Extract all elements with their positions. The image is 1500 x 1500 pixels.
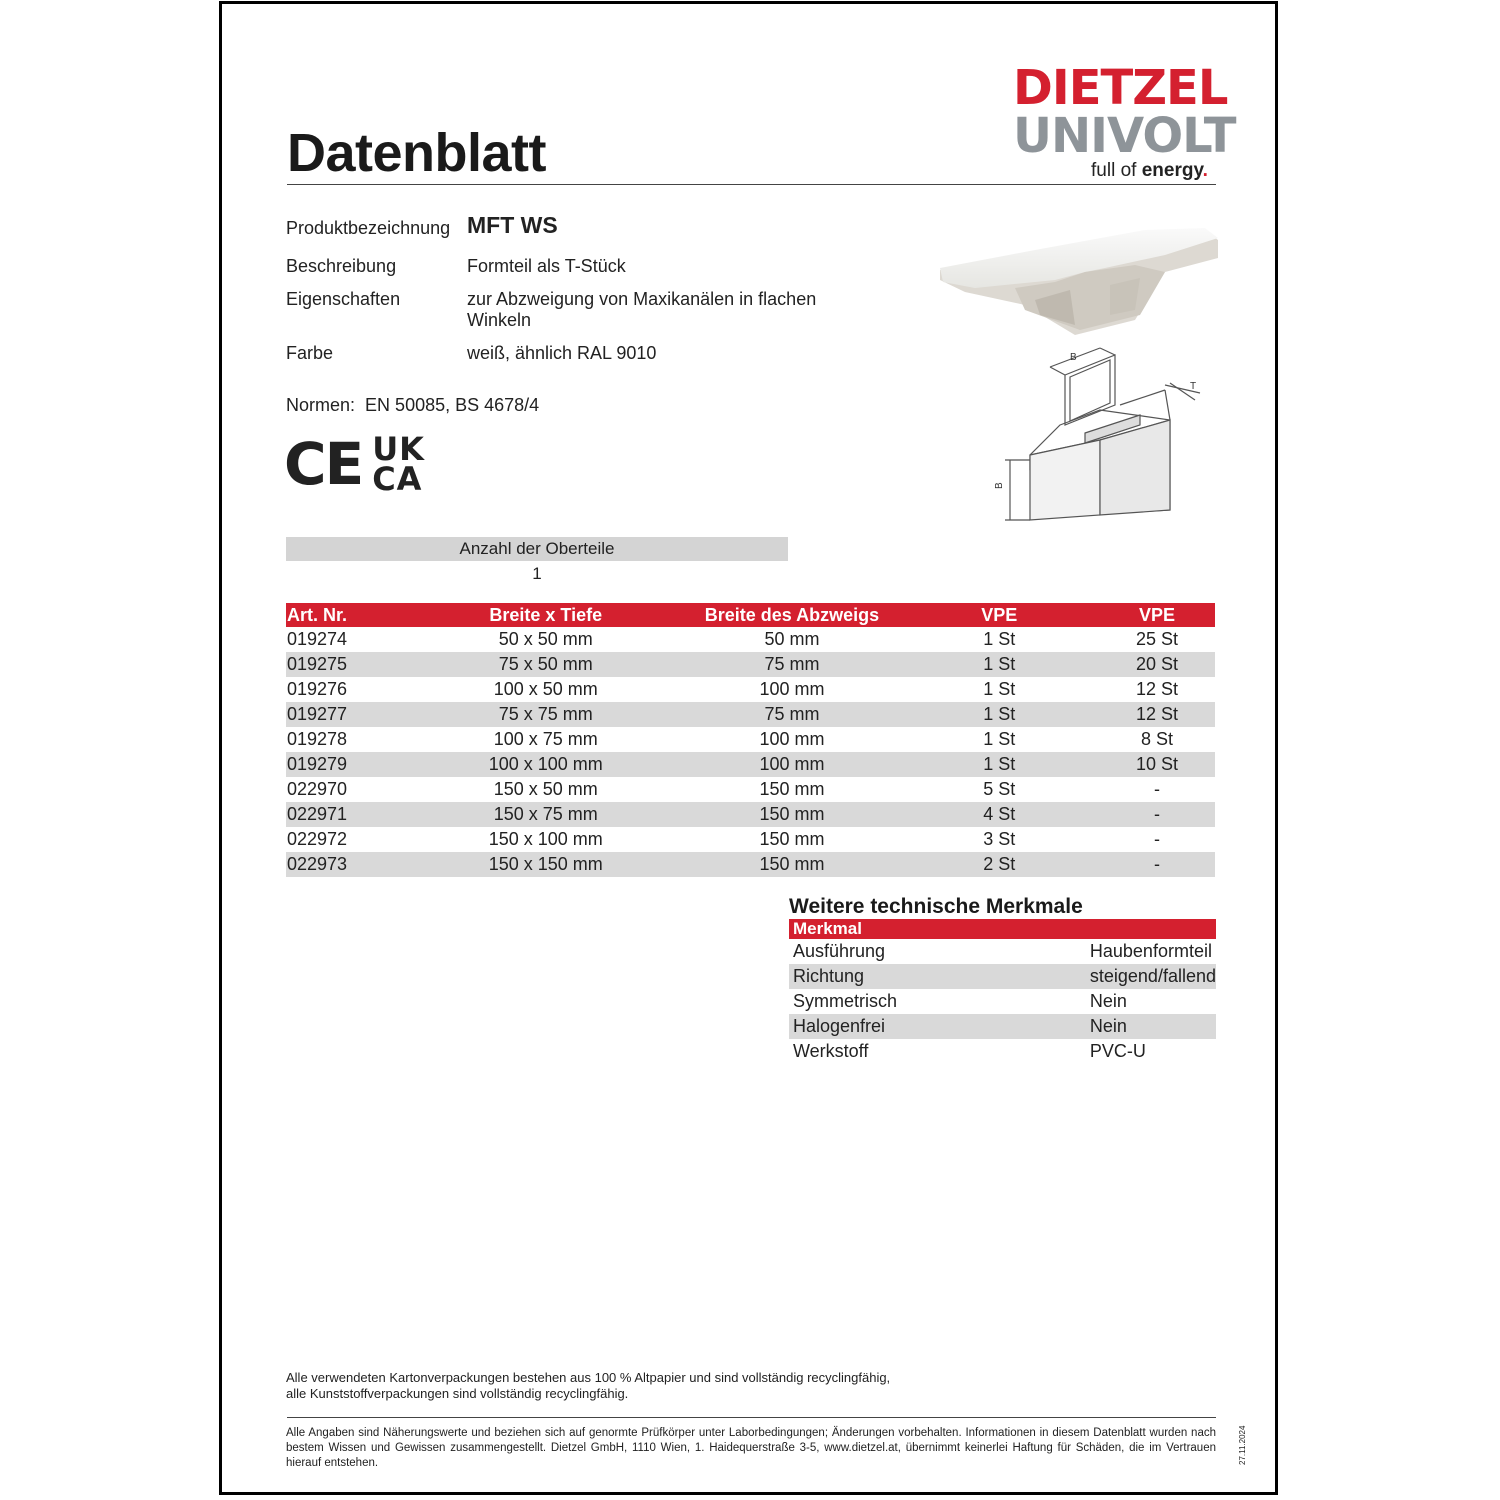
description-value: Formteil als T-Stück	[467, 256, 626, 276]
table-row: 019278 100 x 75 mm 100 mm 1 St 8 St	[287, 729, 1174, 749]
tech-row: Symmetrisch Nein	[793, 991, 1127, 1011]
dim-b-side: B	[994, 482, 1005, 489]
table-row: 019274 50 x 50 mm 50 mm 1 St 25 St	[287, 629, 1179, 649]
brand-logo-dietzel: DIETZEL	[1013, 60, 1228, 116]
product-photo	[935, 210, 1220, 345]
dim-b-top: B	[1070, 352, 1077, 363]
table-row: 022973 150 x 150 mm 150 mm 2 St -	[286, 852, 1215, 877]
page-title: Datenblatt	[287, 123, 547, 183]
description-label: Beschreibung	[286, 256, 397, 276]
tech-row: Ausführung Haubenformteil	[793, 941, 1212, 961]
ukca-mark-icon: UK CA	[372, 430, 425, 498]
table-row: 019277 75 x 75 mm 75 mm 1 St 12 St	[286, 702, 1215, 727]
ce-mark-icon: CE	[284, 430, 363, 498]
tech-row: Halogenfrei Nein	[789, 1014, 1216, 1039]
tech-row: Richtung steigend/fallend	[789, 964, 1216, 989]
table-row: 019279 100 x 100 mm 100 mm 1 St 10 St	[286, 752, 1215, 777]
col-art-nr: Art. Nr.	[286, 603, 407, 627]
tech-row: Werkstoff PVC-U	[793, 1041, 1146, 1061]
product-name-value: MFT WS	[467, 212, 558, 238]
color-value: weiß, ähnlich RAL 9010	[467, 343, 657, 363]
properties-value: zur Abzweigung von Maxikanälen in flachen Winkeln	[467, 289, 817, 330]
properties-label: Eigenschaften	[286, 289, 401, 309]
table-row: 022970 150 x 50 mm 150 mm 5 St -	[287, 779, 1161, 799]
article-table	[286, 603, 1215, 877]
footer-divider	[287, 1417, 1216, 1418]
certification-marks	[284, 430, 425, 498]
col-breite-tiefe: Breite x Tiefe	[407, 603, 685, 627]
product-name-label: Produktbezeichnung	[286, 218, 451, 238]
tech-features-title: Weitere technische Merkmale	[789, 895, 1083, 918]
tech-features-table	[789, 919, 1216, 1064]
title-divider	[287, 184, 1216, 185]
table-header-row	[286, 603, 1215, 627]
col-abzweig: Breite des Abzweigs	[685, 603, 900, 627]
table-row: 019275 75 x 50 mm 75 mm 1 St 20 St	[286, 652, 1215, 677]
anzahl-header: Anzahl der Oberteile	[286, 537, 788, 561]
brand-logo-univolt: UNIVOLT	[1013, 108, 1236, 164]
col-vpe-1: VPE	[899, 603, 1099, 627]
color-label: Farbe	[286, 343, 334, 363]
table-row: 022972 150 x 100 mm 150 mm 3 St -	[287, 829, 1161, 849]
disclaimer: Alle Angaben sind Näherungswerte und beziehen sich auf genormte Prüfkörper unter Laborbedingungen; Änderungen vorbehalten. Informationen in diesem Datenblatt wurden nach bestem Wissen und Gewissen zusammengestellt. Dietzel GmbH, 1110 Wien, 1. Haidequerstraße 3-5, www.dietzel.at, übernimmt keinerlei Haftung für Schäden, die im Vertrauen hierauf entstehen.	[286, 1427, 1216, 1469]
dim-t: T	[1190, 381, 1197, 392]
table-row: 022971 150 x 75 mm 150 mm 4 St -	[286, 802, 1215, 827]
tech-header: Merkmal	[789, 919, 1216, 939]
document-date: 27.11.2024	[1238, 1425, 1247, 1465]
col-vpe-2: VPE	[1099, 603, 1215, 627]
brand-tagline: full of energy.	[1091, 160, 1208, 181]
anzahl-value: 1	[532, 564, 542, 583]
table-row: 019276 100 x 50 mm 100 mm 1 St 12 St	[287, 679, 1179, 699]
norms: Normen: EN 50085, BS 4678/4	[286, 395, 540, 415]
recycling-note: Alle verwendeten Kartonverpackungen bestehen aus 100 % Altpapier und sind vollständig recyclingfähig, alle Kunststoffverpackungen sind vollständig recyclingfähig.	[286, 1370, 891, 1401]
technical-drawing	[990, 345, 1215, 525]
